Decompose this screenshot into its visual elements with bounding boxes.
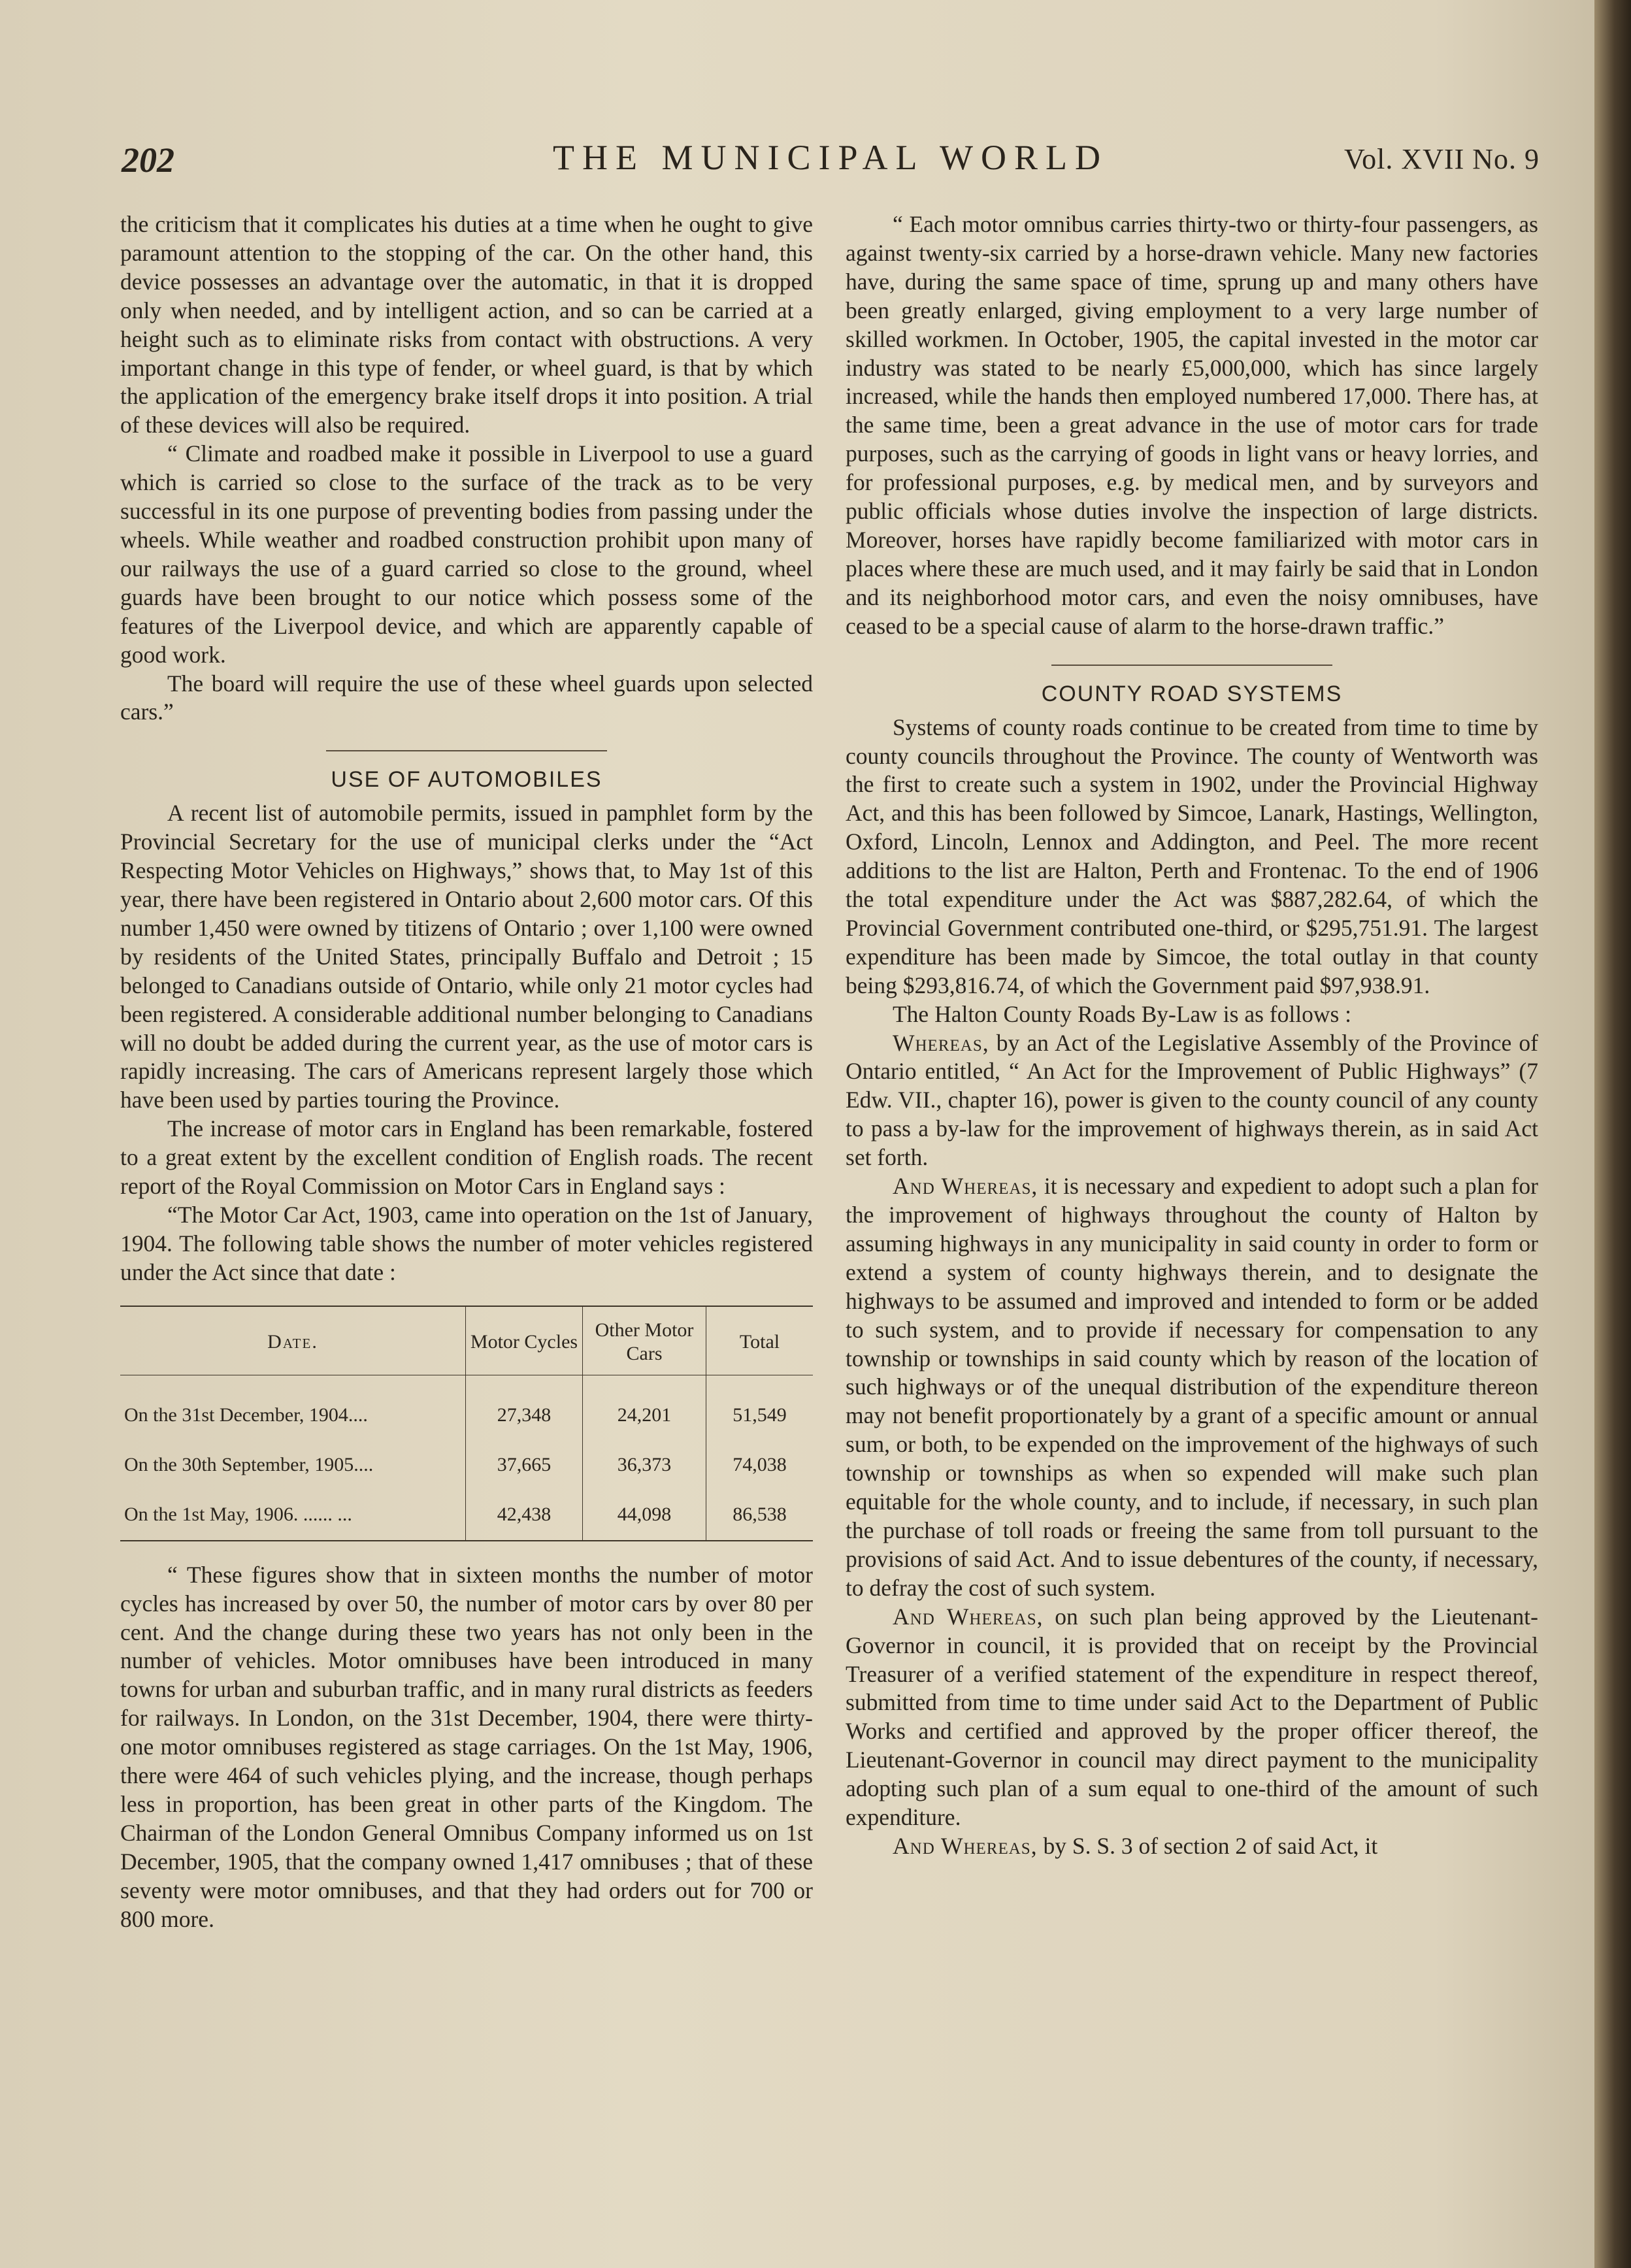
section-heading: USE OF AUTOMOBILES: [331, 767, 602, 793]
table-row: [120, 1441, 813, 1490]
paragraph: A recent list of automobile permits, issued in pamphlet form by the Provincial Secretary for the use of municipal clerks under the “Act Respecting Motor Vehicles on Highways,” shows that, to May 1st of this year, there have been registered in Ontario about 2,600 motor cars. Of this number 1,450 were owned by titizens of Ontario ; over 1,100 were owned by residents of the United States, principally Buffalo and Detroit ; 15 belonged to Canadians outside of Ontario, while only 21 motor cycles had been registered. A considerable additional number belonging to Canadians will no doubt be added during the current year, as the use of motor cars is rapidly increasing. The cars of Americans represent largely those which have been used by parties touring the Province.: [120, 800, 813, 1113]
paragraph: The increase of motor cars in England has been remarkable, fostered to a great extent by the excellent condition of English roads. The recent report of the Royal Commission on Motor Cars in England says :: [120, 1115, 813, 1200]
table-cell: 36,373: [583, 1441, 706, 1490]
clause-text: by S. S. 3 of section 2 of said Act, it: [1037, 1832, 1378, 1859]
section-divider: [1051, 665, 1332, 666]
clause-text: it is necessary and expedient to adopt such a plan for the improvement of highways throughout the county of Halton by assuming highways in any municipality in said county in order to form or extend a system of county highways therein, and to designate the highways to be assumed and improved and intended to form or be added to such system, and to provide if necessary for compensation to any township or townships in said county which by reason of the location of such highways or of the unequal distribution of the expenditure thereon may not benefit proportionately by a grant of a specific amount or annual sum, or both, to be expended on the improvement of the highways of such township or townships as when so expended will make such plan equitable for the whole county, and to include, if necessary, in such plan the purchase of toll roads or freeing the same from toll pursuant to the provisions of said Act. And to issue debentures of the county, if necessary, to defray the cost of such system.: [846, 1173, 1539, 1601]
paragraph: The Halton County Roads By-Law is as follows :: [893, 1000, 1352, 1027]
paragraph: “ Climate and roadbed make it possible in Liverpool to use a guard which is carried so close to the surface of the track as to be very successful in its one purpose of preventing bodies from passing under the wheels. While weather and roadbed construction prohibit upon many of our railways the use of a guard carried so close to the ground, wheel guards have been brought to our notice which possess some of the features of the Liverpool device, and which are apparently capable of good work.: [120, 440, 813, 668]
paragraph: [846, 1832, 1538, 1861]
paragraph: [846, 1172, 1538, 1603]
clause-text: on such plan being approved by the Lieutenant-Governor in council, it is provided that on receipt by the Provincial Treasurer of a verified statement of the expenditure in respect thereof, submitted from time to time under said Act to the Department of Public Works and certified and approved by the proper officer thereof, the Lieutenant-Governor in council may direct payment to the municipality adopting such plan of a sum equal to one-third of the amount of such expenditure.: [846, 1603, 1538, 1831]
table-cell: 24,201: [583, 1375, 706, 1441]
paragraph: [846, 1029, 1538, 1173]
clause-lead: And Whereas,: [893, 1832, 1038, 1859]
table-row: [120, 1375, 813, 1441]
table-cell: On the 1st May, 1906. ...... ...: [124, 1503, 352, 1525]
page-number: 202: [122, 140, 174, 180]
table-cell: 86,538: [706, 1490, 814, 1541]
column-header: Motor Cycles: [466, 1306, 583, 1375]
running-title: THE MUNICIPAL WORLD: [552, 138, 1108, 177]
column-header: Total: [706, 1306, 814, 1375]
table-cell: 37,665: [466, 1441, 583, 1490]
page-header: [122, 137, 1540, 183]
clause-text: by an Act of the Legislative Assembly of the Province of Ontario entitled, “ An Act for the Improvement of Public Highways” (7 Edw. VII., chapter 16), power is given to the county council of any county to pass a by-law for the improvement of highways therein, as in said Act set forth.: [846, 1029, 1538, 1171]
paragraph: The board will require the use of these wheel guards upon selected cars.”: [120, 670, 813, 725]
clause-lead: And Whereas,: [893, 1173, 1038, 1200]
paragraph: [846, 1603, 1538, 1832]
paragraph: the criticism that it complicates his duties at a time when he ought to give paramount attention to the stopping of the car. On the other hand, this device possesses an advantage over the automatic, in that it is dropped only when needed, and by intelligent action, and so can be carried at a height such as to eliminate risks from contact with obstructions. A very important change in this type of fender, or wheel guard, is that by which the application of the emergency brake itself drops it into position. A trial of these devices will also be required.: [120, 211, 813, 438]
table-cell: 42,438: [466, 1490, 583, 1541]
left-column: [120, 210, 813, 1934]
table-cell: 51,549: [706, 1375, 814, 1441]
right-column: [846, 210, 1538, 1861]
paragraph: “ Each motor omnibus carries thirty-two or thirty-four passengers, as against twenty-six carried by a horse-drawn vehicle. Many new factories have, during the same space of time, sprung up and many others have been greatly enlarged, giving employment to a very large number of skilled workmen. In October, 1905, the capital invested in the motor car industry was stated to be nearly £5,000,000, which has since largely increased, while the hands then employed numbered 17,000. There has, at the same time, been a great advance in the use of motor cars for trade purposes, such as the carrying of goods in light vans or heavy lorries, and for professional purposes, e.g. by medical men, and by surveyors and public officials whose duties involve the inspection of large districts. Moreover, horses have rapidly become familiarized with motor cars in places where these are much used, and it may fairly be said that in London and its neighborhood motor cars, and even the noisy omnibuses, have ceased to be a special cause of alarm to the horse-drawn traffic.”: [846, 211, 1538, 639]
table-cell: 27,348: [466, 1375, 583, 1441]
table-cell: 44,098: [583, 1490, 706, 1541]
paragraph: Systems of county roads continue to be created from time to time by county councils throughout the Province. The county of Wentworth was the first to create such a system in 1902, under the Provincial Highway Act, and this has been followed by Simcoe, Lanark, Hastings, Wellington, Oxford, Lincoln, Lennox and Addington, and Peel. The more recent additions to the list are Halton, Perth and Frontenac. To the end of 1906 the total expenditure under the Act was $887,282.64, of which the Provincial Government contributed one-third, or $295,751.91. The largest expenditure has been made by Simcoe, the total outlay in that county being $293,816.74, of which the Government paid $97,938.91.: [846, 714, 1538, 998]
table-cell: On the 30th September, 1905....: [124, 1453, 374, 1475]
table-cell: 74,038: [706, 1441, 814, 1490]
book-spine-edge: [1594, 0, 1631, 2268]
clause-lead: And Whereas,: [893, 1603, 1044, 1630]
paragraph: “The Motor Car Act, 1903, came into operation on the 1st of January, 1904. The following table shows the number of moter vehicles registered under the Act since that date :: [120, 1202, 813, 1285]
section-heading: COUNTY ROAD SYSTEMS: [1041, 681, 1343, 706]
paragraph: “ These figures show that in sixteen months the number of motor cycles has increased by over 50, the number of motor cars by over 80 per cent. And the change during these two years has not only been in the number of vehicles. Motor omnibuses have been introduced in many towns for urban and suburban traffic, and in many rural districts as feeders for railways. In London, on the 31st December, 1904, there were thirty-one motor omnibuses registered as stage carriages. On the 1st May, 1906, there were 464 of such vehicles plying, and the increase, though perhaps less in proportion, has been great in other parts of the Kingdom. The Chairman of the London General Omnibus Company informed us on 1st December, 1905, that the company owned 1,417 omnibuses ; that of these seventy were motor omnibuses, and that they had orders out for 700 or 800 more.: [120, 1561, 813, 1932]
column-header: Date.: [120, 1306, 466, 1375]
column-header: Other Motor Cars: [583, 1306, 706, 1375]
table-cell: On the 31st December, 1904....: [124, 1404, 368, 1426]
table-header-row: [120, 1306, 813, 1375]
section-divider: [326, 750, 607, 751]
motor-vehicle-registration-table: [120, 1306, 813, 1541]
volume-issue: Vol. XVII No. 9: [1344, 143, 1540, 175]
table-row: [120, 1490, 813, 1541]
clause-lead: Whereas,: [893, 1029, 989, 1056]
